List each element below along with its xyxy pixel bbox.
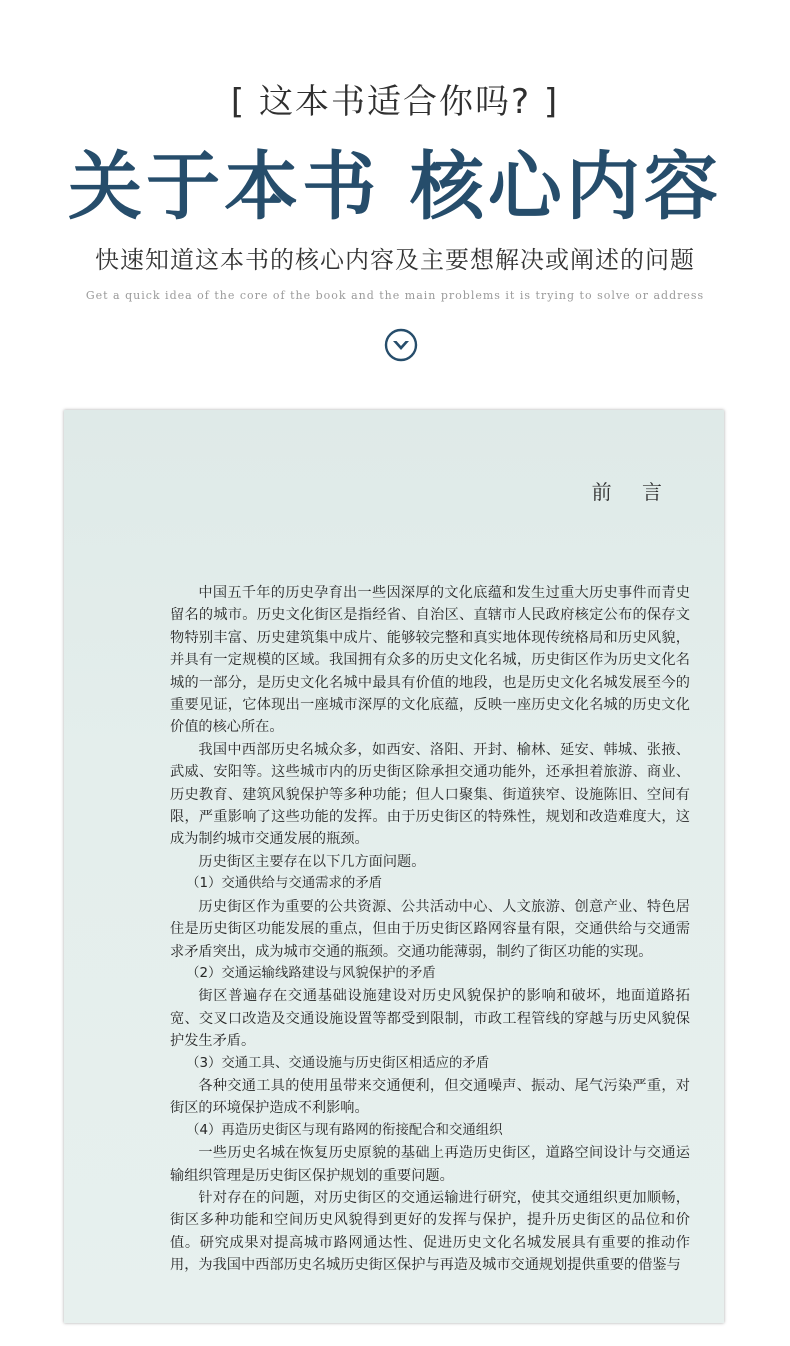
section-heading: （3）交通工具、交通设施与历史街区相适应的矛盾: [186, 1055, 490, 1071]
book-page-body: [170, 582, 690, 1277]
section-heading: （2）交通运输线路建设与风貌保护的矛盾: [186, 965, 436, 981]
english-subtitle: Get a quick idea of the core of the book and the main problems it is trying to solve or address: [85, 289, 705, 302]
paragraph: 我国中西部历史名城众多，如西安、洛阳、开封、榆林、延安、韩城、张掖、武威、安阳等。这些城市内的历史街区除承担交通功能外，还承担着旅游、商业、历史教育、建筑风貌保护等多种功能；但人口聚集、街道狭窄、设施陈旧、空间有限，严重影响了这些功能的发挥。由于历史街区的特殊性，规划和改造难度大，这成为制约城市交通发展的瓶颈。: [170, 741, 690, 848]
page-subtitle: 快速知道这本书的核心内容及主要想解决或阐述的问题: [95, 246, 695, 274]
page-title: 关于本书 核心内容: [68, 144, 722, 230]
section-heading: （1）交通供给与交通需求的矛盾: [186, 876, 383, 892]
section-heading: （4）再造历史街区与现有路网的衔接配合和交通组织: [186, 1122, 503, 1138]
paragraph: 针对存在的问题，对历史街区的交通运输进行研究，使其交通组织更加顺畅，街区多种功能和空间历史风貌得到更好的发挥与保护，提升历史街区的品位和价值。研究成果对提高城市路网通达性、促进历史文化名城发展具有重要的推动作用，为我国中西部历史名城历史街区保护与再造及城市交通规划提供重要的借鉴与: [170, 1189, 690, 1274]
book-page-photo: [64, 410, 724, 1323]
paragraph: 街区普遍存在交通基础设施建设对历史风貌保护的影响和破坏，地面道路拓宽、交叉口改造及交通设施设置等都受到限制，市政工程管线的穿越与历史风貌保护发生矛盾。: [170, 988, 690, 1050]
book-page-heading: 前 言: [591, 480, 674, 504]
paragraph: 历史街区作为重要的公共资源、公共活动中心、人文旅游、创意产业、特色居住是历史街区功能发展的重点，但由于历史街区路网容量有限，交通供给与交通需求矛盾突出，成为城市交通的瓶颈。交通功能薄弱，制约了街区功能的实现。: [170, 898, 690, 960]
paragraph: 一些历史名城在恢复历史原貌的基础上再造历史街区，道路空间设计与交通运输组织管理是历史街区保护规划的重要问题。: [170, 1145, 690, 1184]
paragraph: 中国五千年的历史孕育出一些因深厚的文化底蕴和发生过重大历史事件而青史留名的城市。历史文化街区是指经省、自治区、直辖市人民政府核定公布的保存文物特别丰富、历史建筑集中成片、能够较完整和真实地体现传统格局和历史风貌，并具有一定规模的区域。我国拥有众多的历史文化名城，历史街区作为历史文化名城的一部分，是历史文化名城中最具有价值的地段，也是历史文化名城发展至今的重要见证，它体现出一座城市深厚的文化底蕴，反映一座历史文化名城的历史文化价值的核心所在。: [170, 585, 690, 736]
paragraph: 历史街区主要存在以下几方面问题。: [198, 853, 426, 870]
header-tag: [ 这本书适合你吗? ]: [230, 82, 560, 122]
paragraph: 各种交通工具的使用虽带来交通便利，但交通噪声、振动、尾气污染严重，对街区的环境保护造成不利影响。: [170, 1077, 690, 1117]
chevron-down-circle-icon[interactable]: [384, 328, 418, 362]
